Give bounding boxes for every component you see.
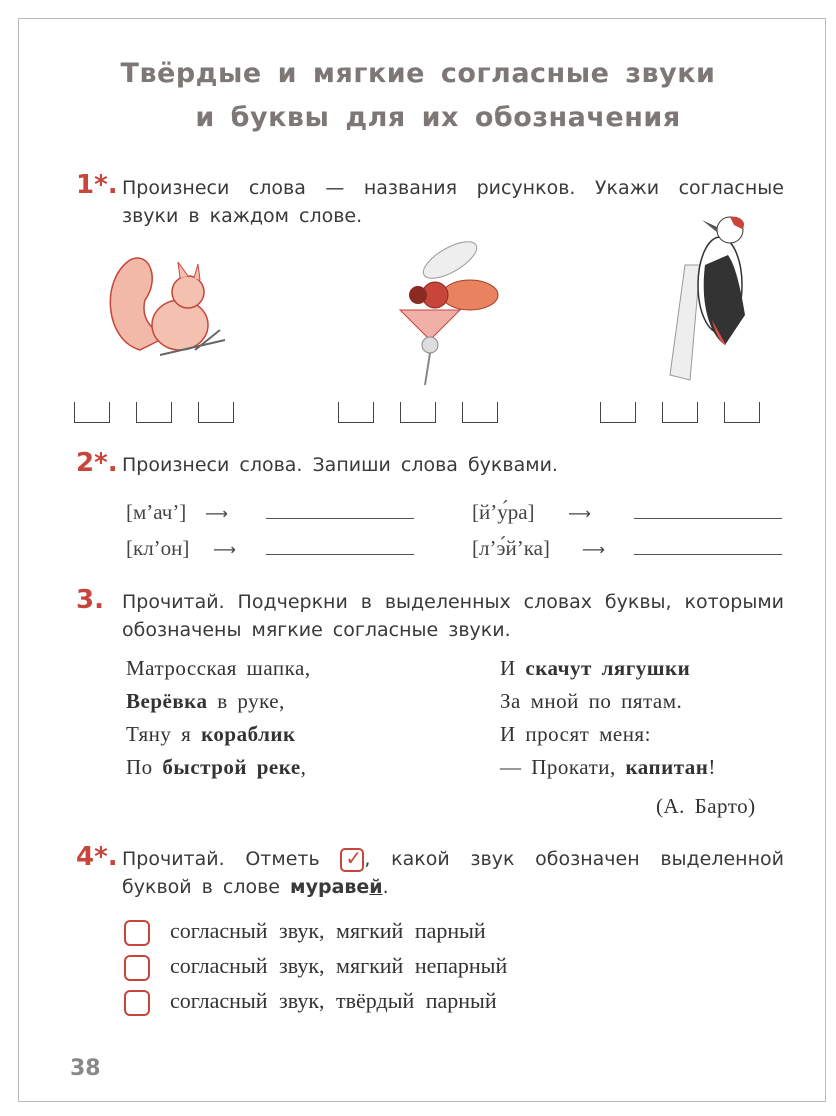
arrow-icon: ⟶ [582,540,605,559]
poem-line: По быстрой реке, [126,755,307,779]
task2-text: Произнеси слова. Запиши слова буквами. [122,454,558,476]
task3-text: Прочитай. Подчеркни в выделенных словах буквы, которыми обозначены мягкие согласные звуки. [122,591,784,641]
answer-line[interactable] [266,554,414,555]
poem-right [500,652,716,784]
transcription: [л’э́й’ка] [472,536,550,560]
answer-line[interactable] [634,518,782,519]
task4-text: Прочитай. Отметь ✓ , какой звук обозначен выделенной буквой в слове муравей. [122,845,785,898]
answer-slots-bee [338,398,498,425]
bee-icon [380,240,510,390]
checkbox[interactable] [124,955,150,981]
sound-slot[interactable] [74,402,110,423]
answer-slots-woodpecker [600,398,760,425]
task1-text: Произнеси слова — названия рисунков. Укажи согласные звуки в каждом слове. [122,177,784,227]
poem-line: Тяну я кораблик [126,722,296,746]
sound-slot[interactable] [662,402,698,423]
poem-line: И скачут лягушки [500,656,691,680]
poem-line: И просят меня: [500,722,651,746]
option-2[interactable]: согласный звук, мягкий непарный [124,953,507,981]
highlighted-letter: й [369,876,383,898]
sound-slot[interactable] [198,402,234,423]
arrow-icon: ⟶ [568,504,591,523]
page-number: 38 [70,1056,101,1081]
task1-number: 1*. [76,170,118,200]
answer-slots-squirrel [74,398,234,425]
task2-number: 2*. [76,448,118,478]
answer-line[interactable] [634,554,782,555]
checkmark-box-icon: ✓ [340,848,364,872]
arrow-icon: ⟶ [213,540,236,559]
poem-line: За мной по пятам. [500,689,683,713]
sound-slot[interactable] [600,402,636,423]
poem-line: — Прокати, капитан! [500,755,716,779]
checkbox[interactable] [124,990,150,1016]
page-title-line2: и буквы для их обозначения [195,102,681,133]
woodpecker-icon [650,205,760,385]
page-title-line1: Твёрдые и мягкие согласные звуки [120,58,716,89]
transcription: [м’ач’] [126,500,187,524]
sound-slot[interactable] [462,402,498,423]
task3-number: 3. [76,585,104,615]
arrow-icon: ⟶ [205,504,228,523]
poem-author: (А. Барто) [656,794,756,818]
sound-slot[interactable] [338,402,374,423]
sound-slot[interactable] [724,402,760,423]
checkbox[interactable] [124,920,150,946]
sound-slot[interactable] [136,402,172,423]
squirrel-icon [100,240,230,370]
sound-slot[interactable] [400,402,436,423]
poem-left [126,652,311,784]
transcription: [й’у́ра] [472,500,535,524]
poem-line: Верёвка в руке, [126,689,285,713]
poem-line: Матросская шапка, [126,656,311,680]
option-1[interactable]: согласный звук, мягкий парный [124,918,486,946]
task4-number: 4*. [76,842,118,872]
option-3[interactable]: согласный звук, твёрдый парный [124,988,497,1016]
transcription: [кл’он] [126,536,190,560]
answer-line[interactable] [266,518,414,519]
